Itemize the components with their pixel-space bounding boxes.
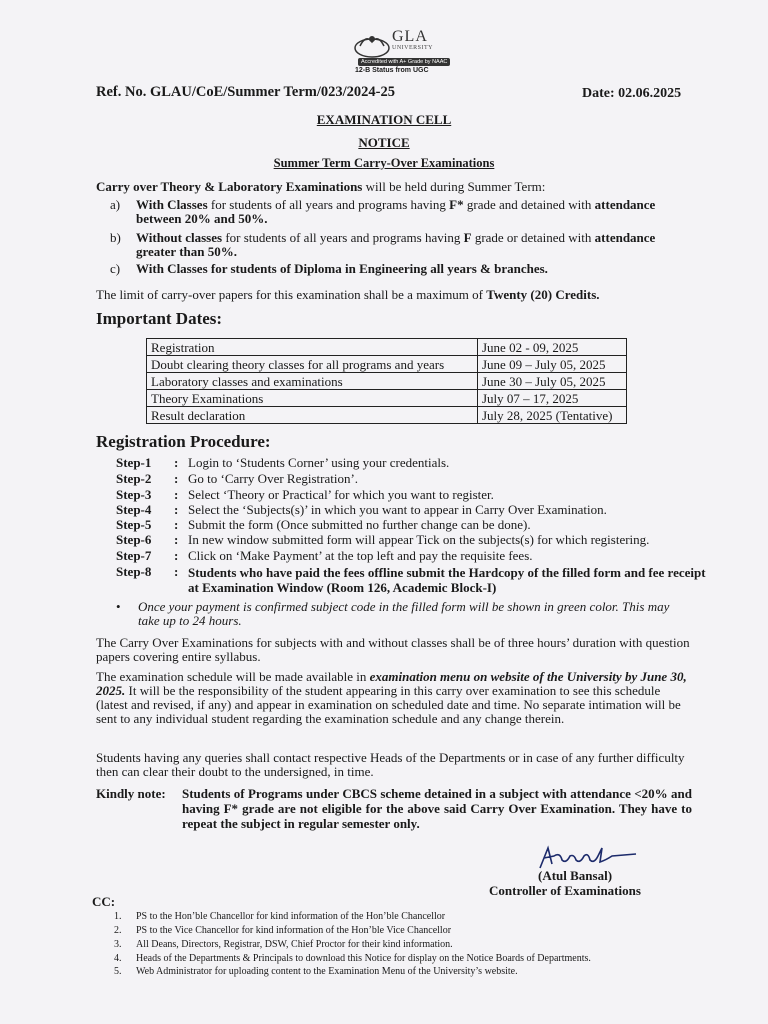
accreditation-badge: Accredited with A+ Grade by NAAC bbox=[358, 58, 450, 66]
reference-number: Ref. No. GLAU/CoE/Summer Term/023/2024-25 bbox=[96, 84, 395, 100]
list-text: for students of all years and programs having bbox=[222, 230, 464, 245]
cc-number: 5. bbox=[114, 966, 122, 977]
table-row bbox=[147, 390, 627, 407]
list-marker: b) bbox=[110, 230, 121, 245]
step-text: In new window submitted form will appear Tick on the subjects(s) for which registering. bbox=[188, 532, 650, 547]
step-text: Select the ‘Subjects(s)’ in which you want to appear in Carry Over Examination. bbox=[188, 502, 607, 517]
list-bold: F* bbox=[449, 197, 464, 212]
notice-date: Date: 02.06.2025 bbox=[582, 86, 682, 101]
limit-text: The limit of carry-over papers for this examination shall be a maximum of bbox=[96, 287, 487, 302]
step-text: Login to ‘Students Corner’ using your credentials. bbox=[188, 455, 450, 470]
signatory-name: (Atul Bansal) bbox=[538, 868, 613, 883]
cc-text: PS to the Hon’ble Chancellor for kind information of the Hon’ble Chancellor bbox=[136, 911, 446, 922]
intro-line bbox=[96, 180, 545, 194]
schedule-text: It will be the responsibility of the student appearing in this carry over examination to see this schedule (latest and revised, if any) and appear in examination on scheduled date and time. No separate intimation will be sent to any individual student regarding the examination schedule and any change therein. bbox=[96, 683, 681, 726]
step-text: Select ‘Theory or Practical’ for which you want to register. bbox=[188, 487, 494, 502]
examination-cell-heading: EXAMINATION CELL bbox=[316, 112, 452, 127]
list-marker: c) bbox=[110, 261, 121, 276]
date-cell: June 02 - 09, 2025 bbox=[478, 339, 627, 356]
list-marker: a) bbox=[110, 197, 121, 212]
step-label: Step-3 bbox=[116, 487, 152, 502]
list-body bbox=[136, 231, 696, 259]
step-colon: : bbox=[174, 502, 179, 517]
list-bold: attendance greater than 50%. bbox=[136, 230, 656, 259]
cc-text: Web Administrator for uploading content to the Examination Menu of the University’s website. bbox=[136, 966, 518, 977]
event-cell: Registration bbox=[147, 339, 478, 356]
step-label: Step-4 bbox=[116, 502, 152, 517]
step-label: Step-7 bbox=[116, 548, 152, 563]
schedule-paragraph bbox=[96, 670, 692, 726]
cc-text: PS to the Vice Chancellor for kind information of the Hon’ble Vice Chancellor bbox=[136, 925, 452, 936]
logo-name: GLA bbox=[392, 28, 428, 45]
list-bold: With Classes bbox=[136, 197, 208, 212]
cc-text: All Deans, Directors, Registrar, DSW, Chief Proctor for their kind information. bbox=[136, 939, 453, 950]
schedule-bold: examination menu on website of the University by June 30, 2025. bbox=[96, 669, 687, 698]
list-bold: attendance between 20% and 50%. bbox=[136, 197, 656, 226]
cc-label: CC: bbox=[92, 894, 116, 909]
list-text: for students of all years and programs having bbox=[207, 197, 450, 212]
registration-heading: Registration Procedure: bbox=[96, 432, 271, 451]
event-cell: Theory Examinations bbox=[147, 390, 478, 407]
important-dates-heading: Important Dates: bbox=[96, 309, 223, 328]
list-body bbox=[136, 262, 696, 276]
list-bold: Without classes bbox=[136, 230, 223, 245]
step-colon: : bbox=[174, 455, 179, 470]
list-bold: With Classes for students of Diploma in Engineering all years & branches. bbox=[136, 261, 548, 276]
cc-number: 4. bbox=[114, 953, 122, 964]
important-dates-table bbox=[146, 338, 627, 424]
step-colon: : bbox=[174, 548, 179, 563]
emblem-icon bbox=[352, 30, 392, 60]
list-text: grade and detained with bbox=[463, 197, 595, 212]
cc-number: 2. bbox=[114, 925, 122, 936]
step-label: Step-5 bbox=[116, 517, 152, 532]
university-logo bbox=[352, 28, 452, 78]
list-body bbox=[136, 198, 696, 226]
notice-subject: Summer Term Carry-Over Examinations bbox=[273, 156, 495, 170]
table-row bbox=[147, 407, 627, 424]
step-colon: : bbox=[174, 532, 179, 547]
duration-paragraph: The Carry Over Examinations for subjects with and without classes shall be of three hours’ duration with question papers covering entire syllabus. bbox=[96, 635, 690, 664]
date-cell: June 09 – July 05, 2025 bbox=[478, 356, 627, 373]
event-cell: Laboratory classes and examinations bbox=[147, 373, 478, 390]
cc-number: 1. bbox=[114, 911, 122, 922]
step-colon: : bbox=[174, 517, 179, 532]
list-text: grade or detained with bbox=[471, 230, 595, 245]
table-row bbox=[147, 373, 627, 390]
intro-rest: will be held during Summer Term: bbox=[362, 179, 546, 194]
step-text: Go to ‘Carry Over Registration’. bbox=[188, 471, 359, 486]
logo-subtitle: UNIVERSITY bbox=[392, 45, 433, 51]
kindly-note-label: Kindly note: bbox=[96, 786, 166, 801]
signatory-title: Controller of Examinations bbox=[489, 883, 641, 898]
step-label: Step-2 bbox=[116, 471, 152, 486]
step-label: Step-1 bbox=[116, 455, 152, 470]
kindly-note-text: Students of Programs under CBCS scheme detained in a subject with attendance <20% and having F* grade are not eligible for the above said Carry Over Examination. They have to repeat the subject in regular semester only. bbox=[182, 786, 692, 831]
step-label: Step-8 bbox=[116, 564, 152, 579]
table-row bbox=[147, 339, 627, 356]
payment-note-text: Once your payment is confirmed subject code in the filled form will be shown in green color. This may take up to 24 hours. bbox=[138, 599, 670, 628]
intro-bold: Carry over Theory & Laboratory Examinations bbox=[96, 179, 363, 194]
table-row bbox=[147, 356, 627, 373]
queries-paragraph: Students having any queries shall contact respective Heads of the Departments or in case of any further difficulty then can clear their doubt to the undersigned, in time. bbox=[96, 750, 685, 779]
ugc-status: 12-B Status from UGC bbox=[355, 67, 429, 74]
event-cell: Result declaration bbox=[147, 407, 478, 424]
cc-number: 3. bbox=[114, 939, 122, 950]
schedule-text: The examination schedule will be made available in bbox=[96, 669, 370, 684]
step-colon: : bbox=[174, 471, 179, 486]
step-colon: : bbox=[174, 487, 179, 502]
step-colon: : bbox=[174, 564, 179, 579]
date-cell: July 28, 2025 (Tentative) bbox=[478, 407, 627, 424]
step-text: Submit the form (Once submitted no further change can be done). bbox=[188, 517, 531, 532]
notice-heading: NOTICE bbox=[358, 135, 410, 150]
step-label: Step-6 bbox=[116, 532, 152, 547]
step-text: Click on ‘Make Payment’ at the top left and pay the requisite fees. bbox=[188, 548, 533, 563]
step-text: Students who have paid the fees offline submit the Hardcopy of the filled form and fee receipt at Examination Window (Room 126, Academic Block-I) bbox=[188, 565, 706, 595]
date-cell: July 07 – 17, 2025 bbox=[478, 390, 627, 407]
bullet-icon: • bbox=[116, 599, 121, 614]
limit-bold: Twenty (20) Credits. bbox=[486, 287, 600, 302]
date-cell: June 30 – July 05, 2025 bbox=[478, 373, 627, 390]
list-bold: F bbox=[463, 230, 472, 245]
event-cell: Doubt clearing theory classes for all programs and years bbox=[147, 356, 478, 373]
cc-text: Heads of the Departments & Principals to download this Notice for display on the Notice Boards of Departments. bbox=[136, 953, 591, 964]
credit-limit bbox=[96, 288, 600, 302]
